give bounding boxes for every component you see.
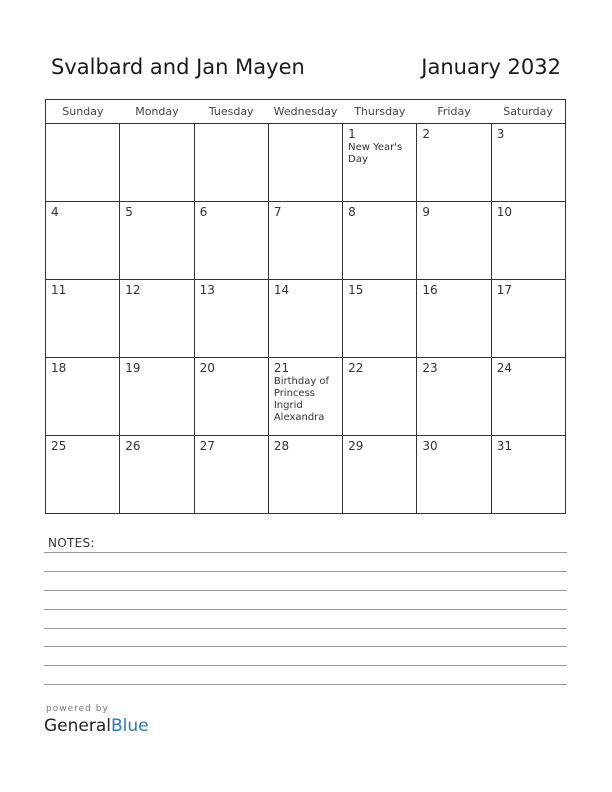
day-cell xyxy=(343,280,417,358)
holiday-event: Birthday of Princess Ingrid Alexandra xyxy=(273,376,330,423)
day-number: 3 xyxy=(496,127,505,141)
day-cell xyxy=(491,280,565,358)
day-number: 5 xyxy=(125,205,133,219)
day-cell xyxy=(120,280,194,358)
note-line xyxy=(44,628,567,629)
region-title: Svalbard and Jan Mayen xyxy=(51,55,305,79)
weekday-header: Sunday xyxy=(46,100,120,124)
day-cell xyxy=(120,202,194,280)
day-cell xyxy=(417,202,491,280)
day-number: 14 xyxy=(273,283,290,297)
day-number: 13 xyxy=(199,283,215,297)
day-cell xyxy=(491,436,565,514)
week-row xyxy=(46,280,566,358)
weekday-header: Monday xyxy=(120,100,194,124)
day-cell xyxy=(120,436,194,514)
day-number: 23 xyxy=(422,361,438,375)
day-number: 21 xyxy=(273,361,290,375)
brand-name-part2: Blue xyxy=(111,716,149,736)
day-cell xyxy=(268,202,342,280)
brand-logo[interactable] xyxy=(44,716,149,736)
week-row xyxy=(46,358,566,436)
day-number: 2 xyxy=(422,127,431,141)
day-cell xyxy=(343,202,417,280)
day-cell xyxy=(417,358,491,436)
notes-label: NOTES: xyxy=(48,536,95,550)
day-number: 30 xyxy=(422,439,438,453)
day-number: 25 xyxy=(51,439,67,453)
weekday-header: Wednesday xyxy=(268,100,342,124)
weekday-header: Tuesday xyxy=(194,100,268,124)
day-number: 26 xyxy=(125,439,141,453)
month-title: January 2032 xyxy=(421,55,561,79)
note-line xyxy=(44,571,567,572)
week-row xyxy=(46,124,566,202)
day-number: 18 xyxy=(51,361,67,375)
day-cell xyxy=(417,280,491,358)
day-cell xyxy=(268,280,342,358)
day-cell xyxy=(46,124,120,202)
day-cell xyxy=(343,358,417,436)
note-line xyxy=(44,552,567,553)
day-number: 8 xyxy=(348,205,356,219)
day-cell xyxy=(194,202,268,280)
day-number: 9 xyxy=(422,205,431,219)
day-cell xyxy=(120,124,194,202)
day-cell xyxy=(268,358,342,436)
day-cell xyxy=(194,280,268,358)
day-number: 1 xyxy=(348,127,356,141)
weekday-header: Friday xyxy=(417,100,491,124)
day-number: 15 xyxy=(348,283,364,297)
day-cell xyxy=(343,124,417,202)
note-line xyxy=(44,646,567,647)
day-number: 28 xyxy=(273,439,290,453)
weekday-header: Saturday xyxy=(491,100,565,124)
calendar-grid xyxy=(45,99,566,514)
day-number: 22 xyxy=(348,361,364,375)
week-row xyxy=(46,202,566,280)
day-cell xyxy=(46,436,120,514)
day-cell xyxy=(343,436,417,514)
calendar-body xyxy=(46,124,566,514)
day-cell xyxy=(417,124,491,202)
day-number: 12 xyxy=(125,283,141,297)
day-number: 7 xyxy=(273,205,282,219)
day-number: 27 xyxy=(199,439,215,453)
day-number: 11 xyxy=(51,283,67,297)
day-cell xyxy=(417,436,491,514)
day-cell xyxy=(491,358,565,436)
day-cell xyxy=(268,124,342,202)
day-number: 6 xyxy=(199,205,208,219)
day-number: 20 xyxy=(199,361,215,375)
weekday-header: Thursday xyxy=(343,100,417,124)
note-line xyxy=(44,590,567,591)
day-cell xyxy=(46,280,120,358)
day-cell xyxy=(120,358,194,436)
note-line xyxy=(44,665,567,666)
day-cell xyxy=(491,202,565,280)
day-cell xyxy=(491,124,565,202)
brand-name-part1: General xyxy=(44,716,111,736)
holiday-event: New Year's Day xyxy=(348,142,403,165)
day-cell xyxy=(194,436,268,514)
week-row xyxy=(46,436,566,514)
day-cell xyxy=(46,358,120,436)
day-number: 10 xyxy=(496,205,512,219)
day-cell xyxy=(46,202,120,280)
day-number: 17 xyxy=(496,283,512,297)
note-line xyxy=(44,609,567,610)
weekday-header-row xyxy=(46,100,566,124)
day-cell xyxy=(268,436,342,514)
day-number: 16 xyxy=(422,283,438,297)
note-line xyxy=(44,684,567,685)
powered-by-text: powered by xyxy=(46,704,109,714)
day-number: 31 xyxy=(496,439,512,453)
day-cell xyxy=(194,358,268,436)
day-number: 24 xyxy=(496,361,512,375)
day-cell xyxy=(194,124,268,202)
day-number: 29 xyxy=(348,439,364,453)
day-number: 4 xyxy=(51,205,59,219)
day-number: 19 xyxy=(125,361,141,375)
